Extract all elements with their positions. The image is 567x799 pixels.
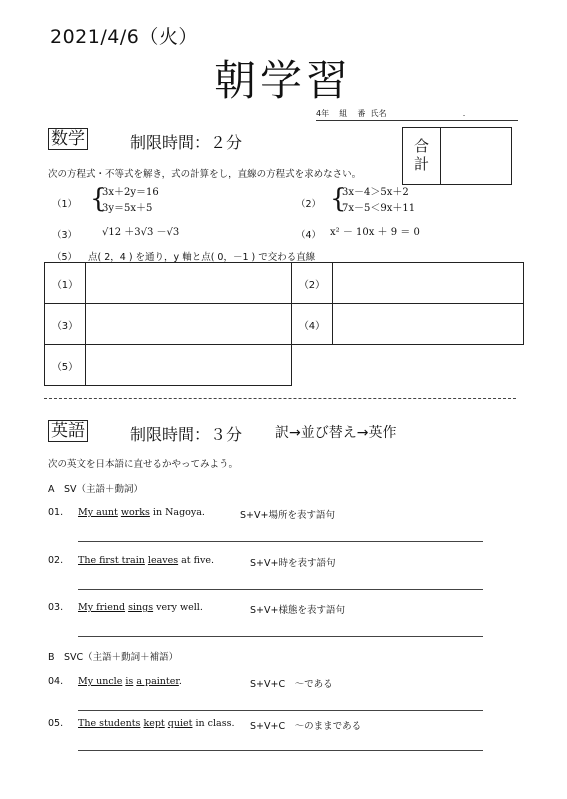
complement-phrase: quiet — [167, 718, 193, 729]
text: . — [178, 676, 182, 687]
equation-line: 3x＋2y＝16 — [102, 187, 159, 198]
answer-line[interactable] — [78, 589, 483, 590]
grammar-hint: S+V+C ～のままである — [250, 721, 362, 732]
section-heading: B SVC（主語＋動詞＋補語） — [48, 652, 179, 663]
text: in Nagoya. — [149, 507, 205, 518]
math-subject-label: 数学 — [48, 128, 88, 150]
complement-phrase: a painter — [136, 676, 179, 687]
answer-cell[interactable] — [333, 263, 524, 304]
english-sentence — [78, 676, 182, 687]
equation-line: 7x－5＜9x＋11 — [342, 203, 416, 214]
expression: x² － 10x ＋ 9 ＝ 0 — [330, 227, 420, 238]
answer-line[interactable] — [78, 710, 483, 711]
answer-label: （4） — [292, 304, 333, 345]
student-info-line: 4年 組 番 氏名 . — [316, 108, 518, 121]
grammar-hint: S+V+様態を表す語句 — [250, 605, 345, 616]
item-number: 02. — [48, 555, 64, 566]
english-sentence — [78, 718, 234, 729]
answer-cell[interactable] — [86, 345, 292, 386]
math-instruction: 次の方程式・不等式を解き，式の計算をし，直線の方程式を求めなさい。 — [48, 169, 362, 180]
subject-phrase: My friend — [78, 602, 126, 613]
grammar-hint: S+V+C ～である — [250, 679, 333, 690]
verb-phrase: kept — [143, 718, 165, 729]
problem-number: （5） — [52, 252, 78, 263]
answer-label: （3） — [45, 304, 86, 345]
answer-label: （1） — [45, 263, 86, 304]
empty-cell — [333, 345, 524, 386]
section-heading: A SV（主語＋動詞） — [48, 484, 144, 495]
equation-line: 3x－4＞5x＋2 — [342, 187, 409, 198]
equation-line: 3y＝5x＋5 — [102, 203, 153, 214]
answer-line[interactable] — [78, 541, 483, 542]
item-number: 01. — [48, 507, 64, 518]
problem-number: （1） — [52, 199, 78, 210]
answer-line[interactable] — [78, 750, 483, 751]
answer-line[interactable] — [78, 636, 483, 637]
english-sentence — [78, 555, 214, 566]
verb-phrase: leaves — [147, 555, 179, 566]
english-steps: 訳→並び替え→英作 — [275, 425, 397, 441]
subject-phrase: My uncle — [78, 676, 123, 687]
math-time-limit: 制限時間：２分 — [130, 133, 243, 152]
verb-phrase: is — [125, 676, 134, 687]
english-instruction: 次の英文を日本語に直せるかやってみよう。 — [48, 459, 239, 470]
problem-number: （3） — [52, 230, 78, 241]
grammar-hint: S+V+時を表す語句 — [250, 558, 336, 569]
grammar-hint: S+V+場所を表す語句 — [240, 510, 335, 521]
problem-number: （2） — [296, 199, 322, 210]
text: in class. — [192, 718, 235, 729]
item-number: 04. — [48, 676, 64, 687]
english-sentence — [78, 507, 205, 518]
subject-phrase: The first train — [78, 555, 145, 566]
answer-label: （5） — [45, 345, 86, 386]
empty-cell — [292, 345, 333, 386]
text: at five. — [178, 555, 214, 566]
verb-phrase: sings — [128, 602, 154, 613]
subject-phrase: The students — [78, 718, 141, 729]
answer-cell[interactable] — [333, 304, 524, 345]
answer-cell[interactable] — [86, 304, 292, 345]
date: 2021/4/6（火） — [50, 26, 198, 48]
verb-phrase: works — [120, 507, 150, 518]
problem-number: （4） — [296, 230, 322, 241]
text: very well. — [153, 602, 203, 613]
english-subject-label: 英語 — [48, 420, 88, 442]
section-divider — [44, 398, 516, 399]
brace: { — [90, 184, 107, 214]
brace: { — [330, 184, 347, 214]
expression: √12 ＋3√3 －√3 — [102, 227, 180, 238]
problem-text: 点( 2，4 ) を通り，y 軸と点( 0，－1 ) で交わる直線 — [88, 252, 316, 263]
total-label: 合 計 — [403, 128, 441, 184]
answer-cell[interactable] — [86, 263, 292, 304]
answer-label: （2） — [292, 263, 333, 304]
page-title: 朝学習 — [214, 56, 353, 105]
item-number: 05. — [48, 718, 64, 729]
english-sentence — [78, 602, 203, 613]
english-time-limit: 制限時間：３分 — [130, 425, 243, 444]
item-number: 03. — [48, 602, 64, 613]
answer-table — [44, 262, 524, 386]
total-score-box — [402, 127, 512, 185]
subject-phrase: My aunt — [78, 507, 118, 518]
